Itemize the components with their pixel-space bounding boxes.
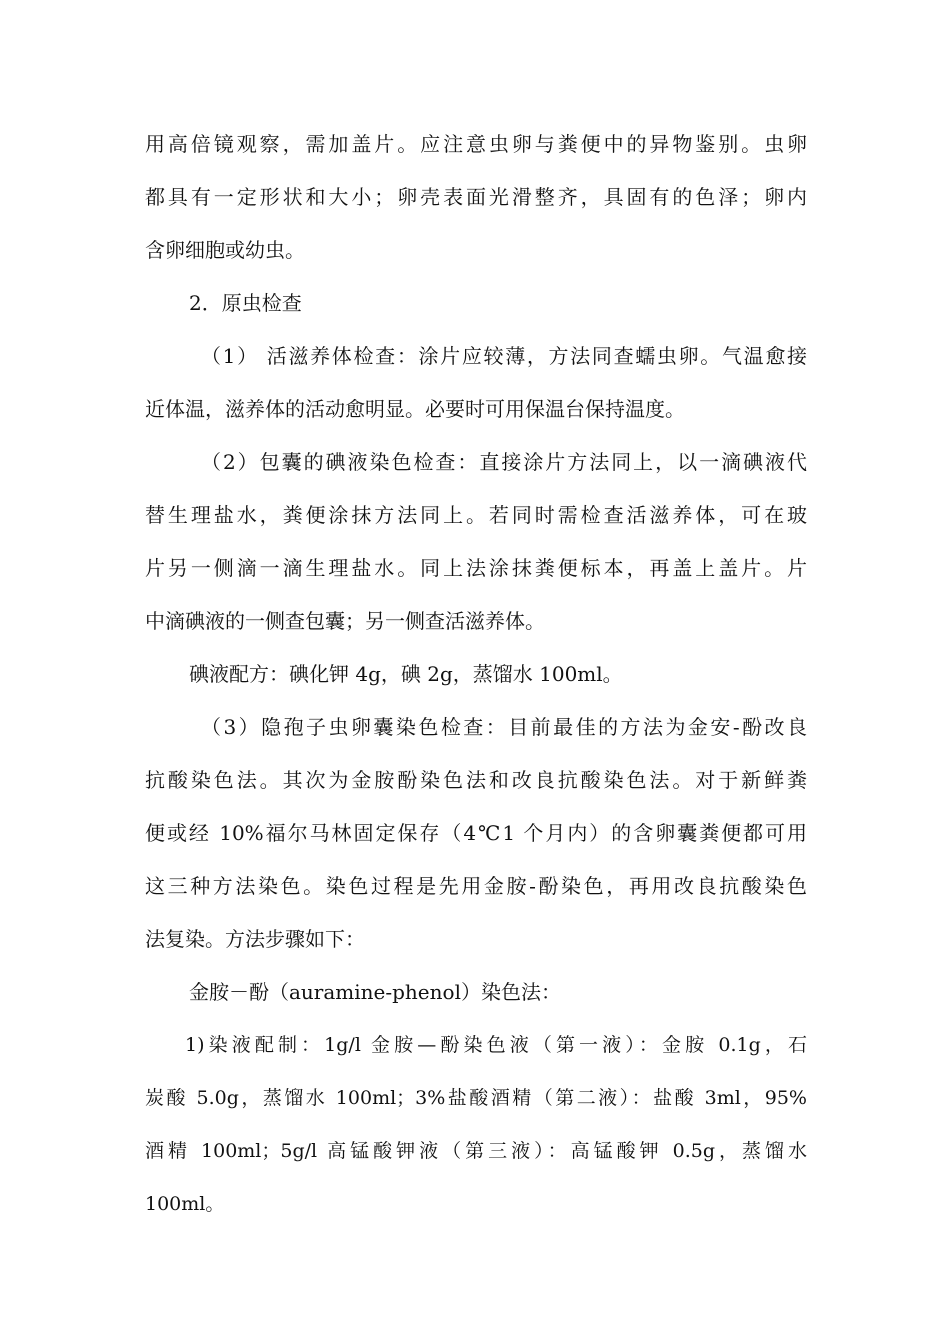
text-line: 抗酸染色法。其次为金胺酚染色法和改良抗酸染色法。对于新鲜粪 — [145, 768, 807, 792]
text-line: 金胺－酚（auramine-phenol）染色法： — [189, 980, 561, 1004]
text-line: 法复染。方法步骤如下： — [145, 927, 365, 951]
text-line: 近体温，滋养体的活动愈明显。必要时可用保温台保持温度。 — [145, 397, 685, 421]
text-line: 炭酸 5.0g，蒸馏水 100ml；3%盐酸酒精（第二液）：盐酸 3ml，95% — [145, 1087, 807, 1109]
text-line: 碘液配方：碘化钾 4g，碘 2g，蒸馏水 100ml。 — [189, 662, 623, 686]
text-line: 片另一侧滴一滴生理盐水。同上法涂抹粪便标本，再盖上盖片。片 — [145, 556, 807, 580]
text-line: 用高倍镜观察，需加盖片。应注意虫卵与粪便中的异物鉴别。虫卵 — [145, 132, 807, 156]
text-line: 这三种方法染色。染色过程是先用金胺-酚染色，再用改良抗酸染色 — [145, 874, 807, 898]
text-line: 100ml。 — [145, 1193, 225, 1215]
text-line: （3）隐孢子虫卵囊染色检查：目前最佳的方法为金安-酚改良 — [201, 715, 807, 739]
section-heading: 2．原虫检查 — [189, 291, 302, 315]
document-body — [145, 118, 807, 1231]
text-line: 酒精 100ml；5g/l 高锰酸钾液（第三液）：高锰酸钾 0.5g，蒸馏水 — [145, 1140, 807, 1162]
text-line: （2）包囊的碘液染色检查：直接涂片方法同上，以一滴碘液代 — [201, 450, 807, 474]
text-line: 便或经 10%福尔马林固定保存（4℃1 个月内）的含卵囊粪便都可用 — [145, 821, 807, 845]
text-line: 中滴碘液的一侧查包囊；另一侧查活滋养体。 — [145, 609, 545, 633]
text-line: （1） 活滋养体检查：涂片应较薄，方法同查蠕虫卵。气温愈接 — [201, 344, 807, 368]
text-line: 1)染液配制：1g/l 金胺—酚染色液（第一液）：金胺 0.1g，石 — [185, 1034, 807, 1056]
text-line: 含卵细胞或幼虫。 — [145, 238, 305, 262]
text-line: 都具有一定形状和大小；卵壳表面光滑整齐，具固有的色泽；卵内 — [145, 185, 807, 209]
text-line: 替生理盐水，粪便涂抹方法同上。若同时需检查活滋养体，可在玻 — [145, 503, 807, 527]
